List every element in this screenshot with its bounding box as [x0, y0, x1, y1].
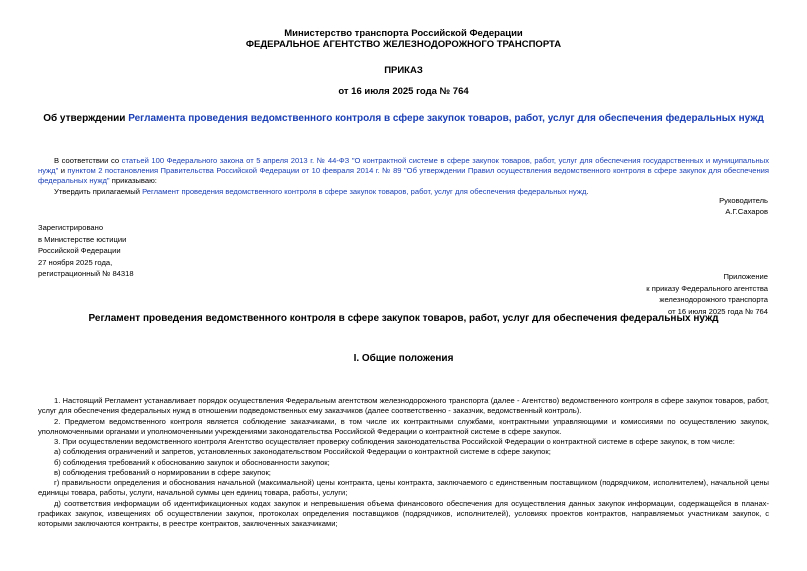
- title-prefix: Об утверждении: [43, 113, 129, 124]
- order-text-a: Утвердить прилагаемый: [54, 187, 143, 196]
- appendix-line: к приказу Федерального агентства: [646, 283, 768, 293]
- registration-line: 27 ноября 2025 года,: [38, 257, 113, 267]
- document-date-number: от 16 июля 2025 года № 764: [338, 86, 469, 97]
- agency-name: ФЕДЕРАЛЬНОЕ АГЕНТСТВО ЖЕЛЕЗНОДОРОЖНОГО ТРАНСПОРТА: [245, 39, 562, 50]
- body-item-d: д) соответствия информации об идентификационных кодах закупок и непревышения объема финансового обеспечения для осуществления данных закупок информации, содержащейся в планах-графиках закупок, извещениях об осуществлении закупок, протоколах определения поставщиков (подрядчиков, исполнителей), условиях проектов контрактов, направляемых участникам закупок, с которыми заключаются контракты, в реестре контрактов, заключенных заказчиками;: [38, 499, 769, 529]
- body-item-b: б) соблюдения требований к обоснованию закупок и обоснованности закупок;: [54, 458, 330, 467]
- registration-line: Российской Федерации: [38, 246, 121, 256]
- registration-line: регистрационный № 84318: [38, 269, 134, 279]
- document-type: ПРИКАЗ: [384, 65, 423, 76]
- government-resolution-link[interactable]: пунктом 2 постановления Правительства Российской Федерации от 10 февраля 2014 г. № 89 "Об утверждении Правил осуществления ведомственного контроля в сфере закупок для обеспечения федеральных нужд": [38, 166, 769, 186]
- preamble-text-a: В соответствии со: [54, 156, 122, 165]
- body-paragraph-2: 2. Предметом ведомственного контроля является соблюдение заказчиками, в том числе их контрактными службами, контрактными управляющими и комиссиями по осуществлению закупок, уполномоченными органами и уполномоченными учреждениями законодательства Российской Федерации о контрактной системе в сфере закупок.: [38, 417, 769, 437]
- order-text-b: .: [586, 187, 589, 196]
- body-paragraph-3: 3. При осуществлении ведомственного контроля Агентство осуществляет проверку соблюдения законодательства Российской Федерации о контрактной системе в сфере закупок, в том числе:: [54, 437, 735, 446]
- registration-block: [38, 222, 134, 280]
- reglament-title: Регламент проведения ведомственного контроля в сфере закупок товаров, работ, услуг для обеспечения федеральных нужд: [88, 313, 719, 324]
- registration-line: в Министерстве юстиции: [38, 234, 127, 244]
- signature-position: Руководитель: [719, 196, 768, 205]
- body-paragraph-1: 1. Настоящий Регламент устанавливает порядок осуществления Федеральным агентством железнодорожного транспорта (далее - Агентство) ведомственного контроля в сфере закупок товаров, работ, услуг для обеспечения федеральных нужд в отношении подведомственных ему заказчиков (далее соответственно - заказчик, ведомственный контроль).: [38, 396, 769, 416]
- document-title: [0, 113, 807, 124]
- order-paragraph: [38, 187, 769, 197]
- appendix-line: Приложение: [723, 272, 768, 281]
- signature-name: А.Г.Сахаров: [725, 207, 768, 216]
- body-item-a: а) соблюдения ограничений и запретов, установленных законодательством Российской Федерации о контрактной системе в сфере закупок;: [54, 447, 551, 456]
- body-item-g: г) правильности определения и обоснования начальной (максимальной) цены контракта, цены контракта, заключаемого с единственным поставщиком (подрядчиком, исполнителем), начальной цены единицы товара, работы, услуги, начальной суммы цен единиц товара, работы, услуги;: [38, 478, 769, 498]
- appendix-block: [646, 271, 768, 317]
- reglament-link[interactable]: Регламент проведения ведомственного контроля в сфере закупок товаров, работ, услуг для обеспечения федеральных нужд: [142, 187, 587, 196]
- preamble-text-b: и: [58, 166, 68, 176]
- section-title: I. Общие положения: [353, 353, 454, 364]
- registration-line: Зарегистрировано: [38, 223, 104, 232]
- preamble-text-c: приказываю:: [109, 176, 157, 186]
- ministry-name: Министерство транспорта Российской Федерации: [284, 28, 523, 39]
- preamble-paragraph: [38, 156, 769, 187]
- appendix-line: железнодорожного транспорта: [659, 295, 768, 305]
- body-item-v: в) соблюдения требований о нормировании в сфере закупок;: [54, 468, 271, 477]
- appendix-line: от 16 июля 2025 года № 764: [668, 306, 768, 316]
- title-link[interactable]: Регламента проведения ведомственного контроля в сфере закупок товаров, работ, услуг для обеспечения федеральных нужд: [128, 113, 764, 124]
- federal-law-link[interactable]: статьей 100 Федерального закона от 5 апреля 2013 г. № 44-ФЗ "О контрактной системе в сфере закупок товаров, работ, услуг для обеспечения государственных и муниципальных нужд": [38, 156, 769, 176]
